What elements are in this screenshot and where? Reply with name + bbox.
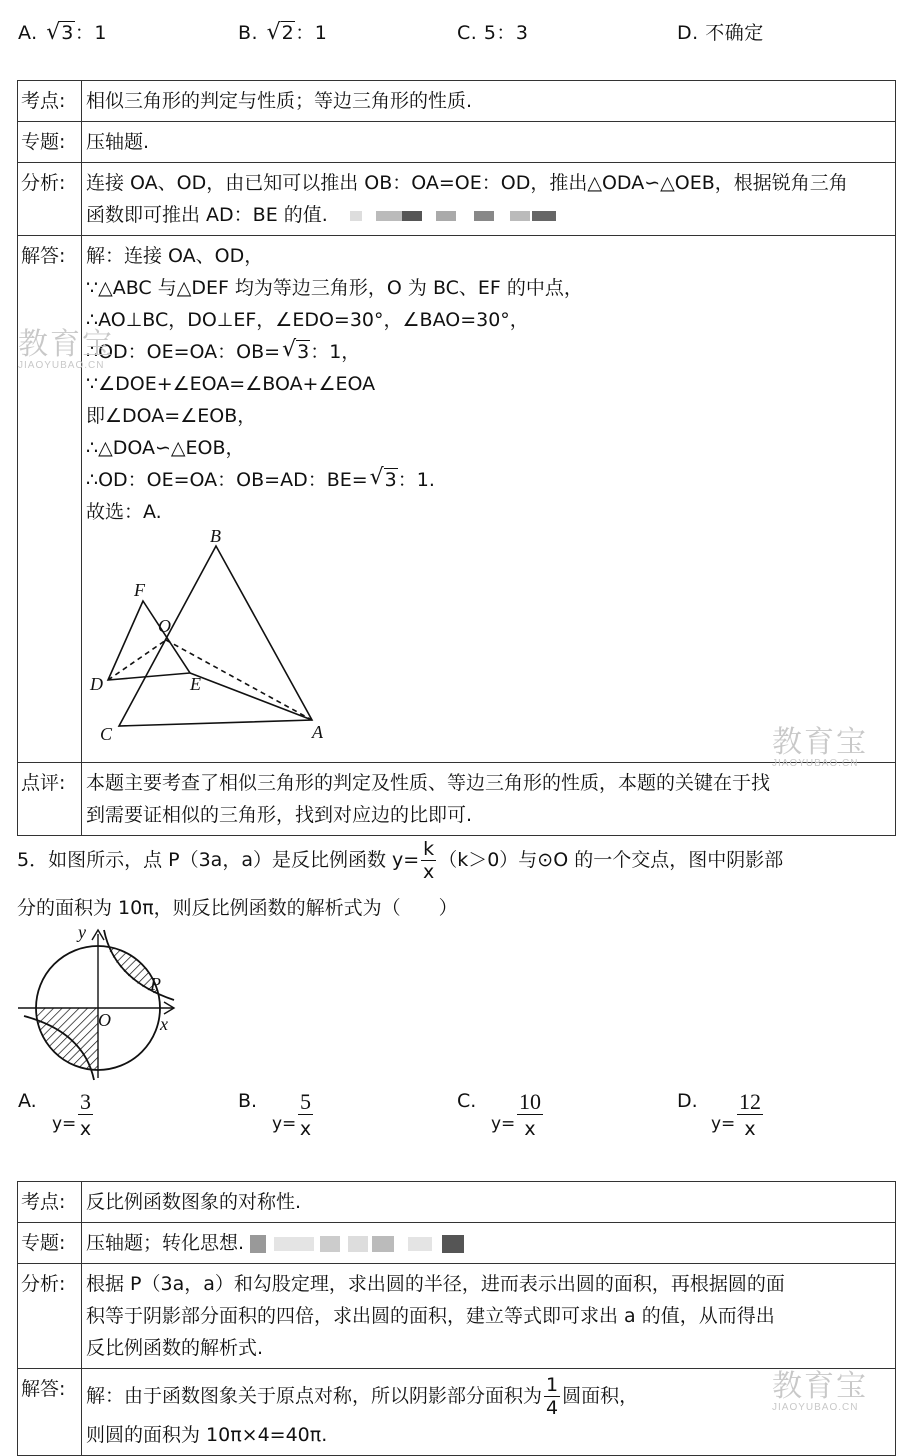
watermark-logo: 教育宝 JIAOYUBAO.CN: [772, 1370, 868, 1413]
fraction-one-quarter: $\frac{1}{4}$: [546, 1374, 559, 1419]
sqrt-symbol: √ 2: [266, 20, 295, 45]
kaodian-text: 相似三角形的判定与性质；等边三角形的性质.: [82, 81, 896, 122]
q5-line1: 5．如图所示，点 P（3a，a）是反比例函数 y= $\frac{k}{x}$ （k＞0）与⊙O 的一个交点，图中阴影部: [17, 838, 784, 883]
kaodian-label: 考点:: [18, 81, 82, 122]
sqrt-symbol: √ 3: [46, 20, 74, 45]
jieda-label: 解答:: [18, 1369, 82, 1456]
zhuanti-label: 专题:: [18, 1223, 82, 1264]
option-a: A. √ 3：1: [18, 20, 107, 45]
figure-triangles: [86, 528, 891, 758]
fenxi-label: 分析:: [18, 1264, 82, 1369]
label-f: F: [134, 580, 145, 600]
zhuanti-text: 压轴题.: [82, 122, 896, 163]
option-a-label: A.: [18, 22, 38, 44]
option-b-label: B.: [238, 22, 259, 44]
triangles-diagram: [86, 528, 386, 758]
dianping-label: 点评:: [18, 763, 82, 836]
label-x: x: [160, 1014, 168, 1034]
jieda-label: 解答:: [18, 236, 82, 763]
triangle-abc: [119, 546, 312, 726]
line-ea: [190, 673, 312, 720]
sqrt-symbol: √ 3: [369, 465, 397, 491]
label-a: A: [312, 722, 323, 742]
fenxi-text: 连接 OA、OD，由已知可以推出 OB：OA=OE：OD，推出△ODA∽△OEB，根据锐角三角 函数即可推出 AD：BE 的值.: [82, 163, 896, 236]
q5-info-table: [17, 1181, 896, 1456]
option-d: D. 不确定: [677, 22, 764, 44]
watermark-logo: 教育宝 JIAOYUBAO.CN: [18, 328, 114, 371]
option-c: C. 5：3: [457, 22, 529, 44]
jieda-text: 解：由于函数图象关于原点对称，所以阴影部分面积为 $\frac{1}{4}$ 圆面积， 则圆的面积为 10π×4=40π.: [82, 1369, 896, 1456]
label-c: C: [100, 724, 113, 744]
q4-info-table: [17, 80, 896, 836]
circle-hyperbola-figure: [14, 920, 194, 1085]
label-b: B: [210, 528, 221, 546]
zhuanti-label: 专题:: [18, 122, 82, 163]
label-o: O: [98, 1010, 111, 1030]
dianping-text: 本题主要考查了相似三角形的判定及性质、等边三角形的性质，本题的关键在于找 到需要证相似的三角形，找到对应边的比即可.: [82, 763, 896, 836]
label-y: y: [78, 922, 86, 942]
sqrt-symbol: √ 3: [282, 337, 310, 363]
fenxi-label: 分析:: [18, 163, 82, 236]
fenxi-text: 根据 P（3a，a）和勾股定理，求出圆的半径，进而表示出圆的面积，再根据圆的面 积等于阴影部分面积的四倍，求出圆的面积，建立等式即可求出 a 的值，从而得出 反比例函数的解析式.: [82, 1264, 896, 1369]
label-p: P: [150, 974, 161, 994]
kaodian-text: 反比例函数图象的对称性.: [82, 1182, 896, 1223]
triangle-def: [108, 601, 190, 680]
kaodian-label: 考点:: [18, 1182, 82, 1223]
q5-line2: 分的面积为 10π，则反比例函数的解析式为（ ）: [17, 897, 458, 919]
jieda-text: 解：连接 OA、OD， ∵△ABC 与△DEF 均为等边三角形，O 为 BC、EF 的中点， ∴AO⊥BC，DO⊥EF，∠EDO=30°，∠BAO=30°， ∴OD：OE=OA：OB= √ 3：1， ∵∠DOE+∠EOA=∠BOA+∠EOA 即∠DOA=∠EOB， ∴△DOA∽△EOB， ∴OD：OE=OA：OB=AD：BE= √ 3：1. 故选：A. B F O D E C A: [82, 236, 896, 763]
label-o: O: [158, 616, 171, 636]
zhuanti-text: 压轴题；转化思想.: [82, 1223, 896, 1264]
label-e: E: [190, 674, 201, 694]
fraction-k-over-x: $\frac{k}{x}$: [423, 838, 435, 883]
watermark-logo: 教育宝 JIAOYUBAO.CN: [772, 726, 868, 769]
option-b: B. √ 2：1: [238, 20, 328, 45]
label-d: D: [90, 674, 103, 694]
